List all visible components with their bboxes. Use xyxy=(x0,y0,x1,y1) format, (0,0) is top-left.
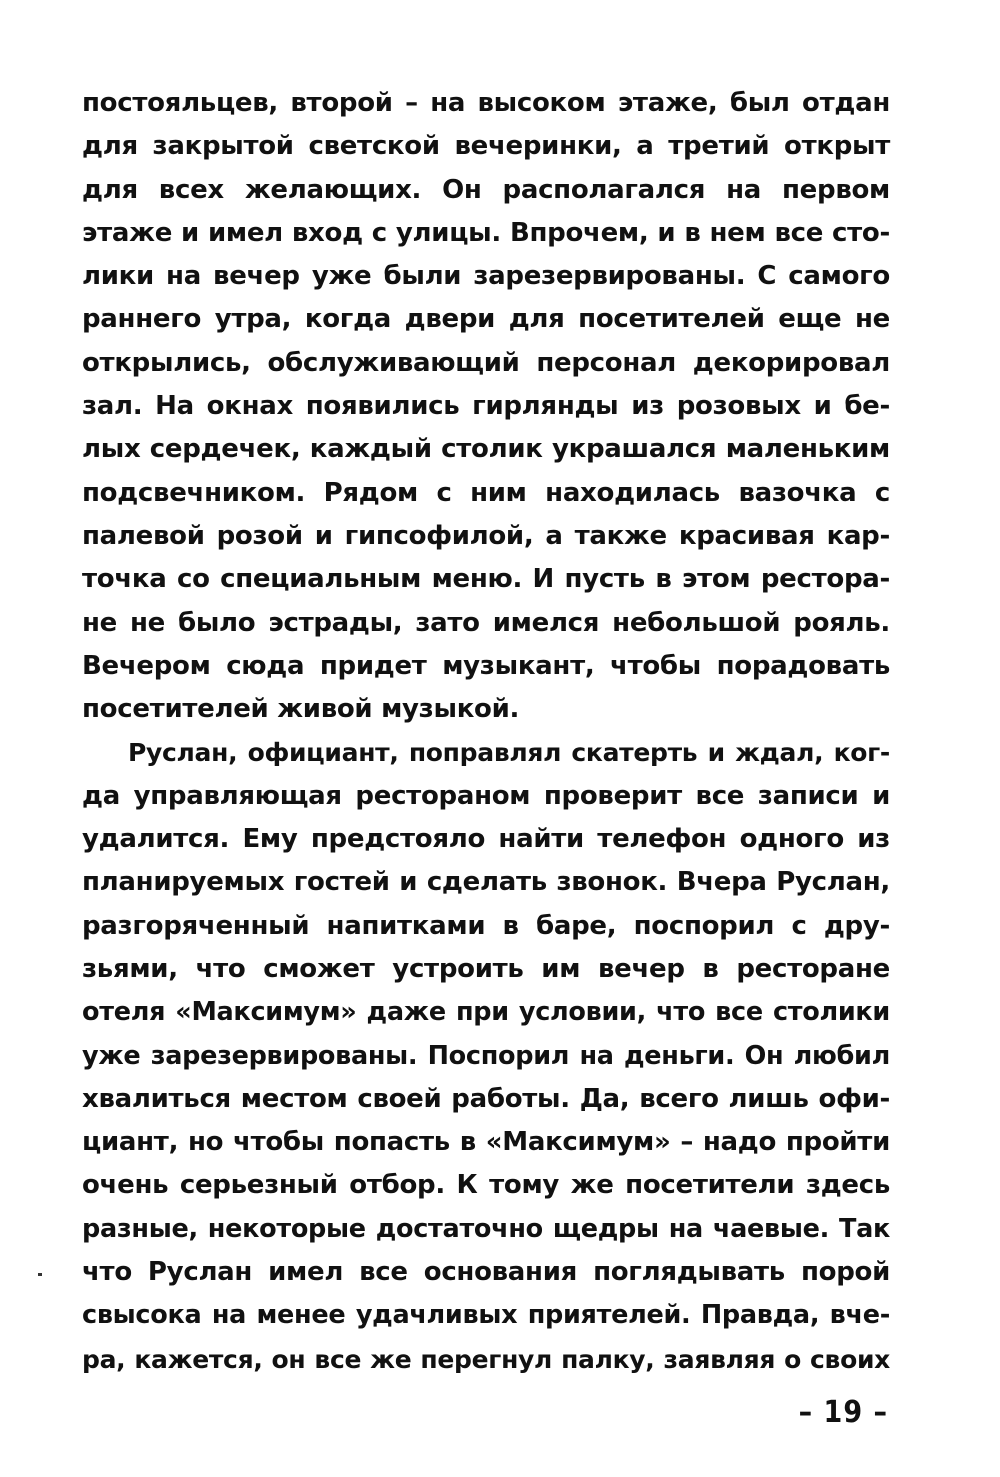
page-number: – 19 – xyxy=(798,1395,888,1430)
text-line: циант, но чтобы попасть в «Максимум» – надо пройти xyxy=(82,1127,890,1158)
text-line: очень серьезный отбор. К тому же посетители здесь xyxy=(82,1170,890,1201)
text-line: удалится. Ему предстояло найти телефон одного из xyxy=(82,824,890,855)
text-line: уже зарезервированы. Поспорил на деньги. Он любил xyxy=(82,1040,890,1071)
text-line: подсвечником. Рядом с ним находилась вазочка с xyxy=(82,477,890,508)
text-line: лики на вечер уже были зарезервированы. С самого xyxy=(82,261,890,292)
text-line: открылись, обслуживающий персонал декорировал xyxy=(82,347,890,378)
text-line: да управляющая рестораном проверит все записи и xyxy=(82,780,890,811)
text-line: не не было эстрады, зато имелся небольшой рояль. xyxy=(82,607,890,638)
text-line: зьями, что сможет устроить им вечер в ресторане xyxy=(82,953,890,984)
text-line: раннего утра, когда двери для посетителей еще не xyxy=(82,304,890,335)
text-line: что Руслан имел все основания поглядывать порой xyxy=(82,1257,890,1288)
text-line: этаже и имел вход с улицы. Впрочем, и в нем все сто- xyxy=(82,217,890,248)
text-line: ра, кажется, он все же перегнул палку, заявляя о своих xyxy=(82,1344,890,1374)
text-line: зал. На окнах появились гирлянды из розовых и бе- xyxy=(82,391,890,422)
text-line: палевой розой и гипсофилой, а также красивая кар- xyxy=(82,520,890,551)
text-line: хвалиться местом своей работы. Да, всего лишь офи- xyxy=(82,1083,890,1114)
text-line: лых сердечек, каждый столик украшался маленьким xyxy=(82,434,890,465)
text-line: свысока на менее удачливых приятелей. Правда, вче- xyxy=(82,1300,890,1331)
text-line: отеля «Максимум» даже при условии, что все столики xyxy=(82,997,890,1028)
text-line: посетителей живой музыкой. xyxy=(82,694,520,725)
body-text xyxy=(82,82,890,1381)
text-line: для закрытой светской вечеринки, а третий открыт xyxy=(82,131,890,162)
text-line-indented: Руслан, официант, поправлял скатерть и ждал, ког- xyxy=(128,738,890,768)
text-line: для всех желающих. Он располагался на первом xyxy=(82,174,890,205)
text-line: точка со специальным меню. И пусть в этом рестора- xyxy=(82,564,890,595)
text-line: разгоряченный напитками в баре, поспорил с дру- xyxy=(82,910,890,941)
scan-speck xyxy=(38,1273,42,1276)
text-line: разные, некоторые достаточно щедры на чаевые. Так xyxy=(82,1213,890,1244)
text-line: Вечером сюда придет музыкант, чтобы порадовать xyxy=(82,650,890,681)
text-line: постояльцев, второй – на высоком этаже, был отдан xyxy=(82,88,890,118)
text-line: планируемых гостей и сделать звонок. Вчера Руслан, xyxy=(82,867,890,898)
